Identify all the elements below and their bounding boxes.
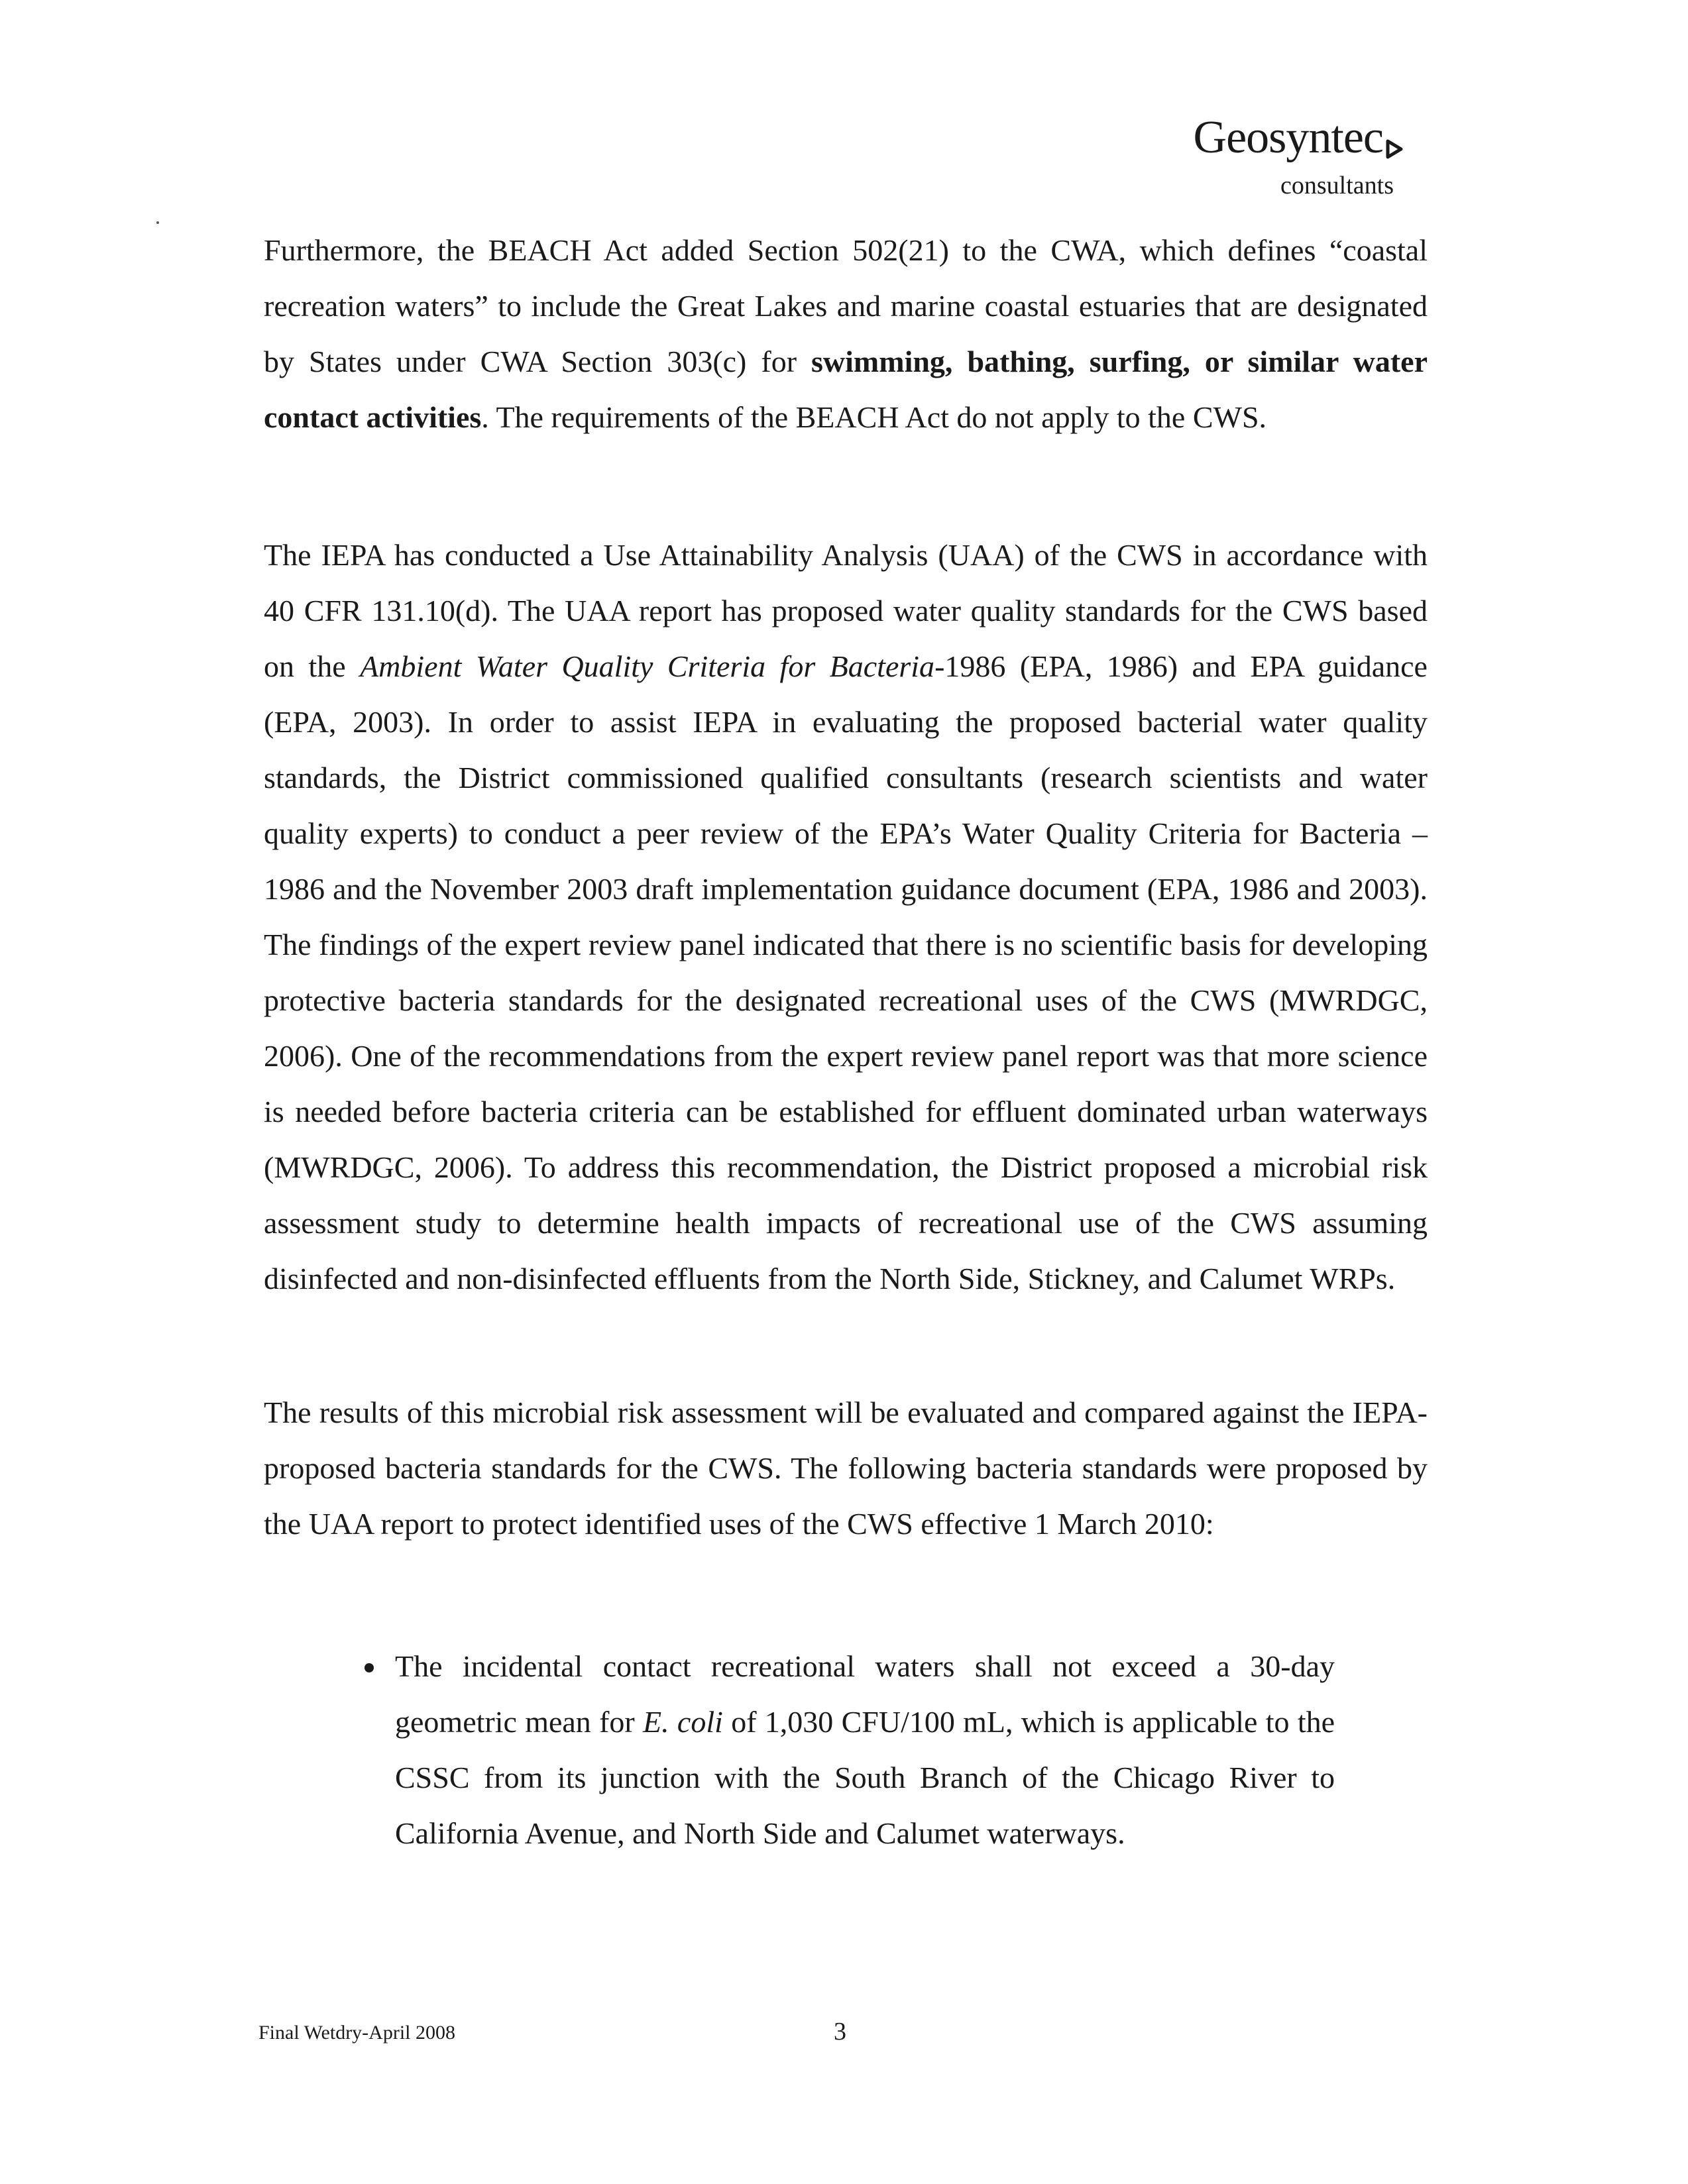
bullet-icon — [365, 1663, 374, 1672]
logo-subtitle: consultants — [1280, 172, 1394, 199]
paragraph-uaa — [264, 527, 1428, 1307]
p2-text-a: The IEPA has conducted a Use Attainability Analysis (UAA) of the CWS in accordance with 40 CFR 131.10(d). The UAA report has proposed water quality standards for the CWS based on the — [264, 538, 1428, 683]
footer-document-label: Final Wetdry-April 2008 — [258, 2022, 455, 2044]
bullet-italic-ecoli: E. coli — [643, 1705, 723, 1739]
paragraph-beach-act — [264, 223, 1428, 445]
logo-name-text: Geosyntec — [1193, 112, 1383, 163]
p2-italic-title: Ambient Water Quality Criteria for Bacteria — [360, 649, 935, 683]
paragraph-risk-assessment: The results of this microbial risk assessment will be evaluated and compared against the IEPA-proposed bacteria standards for the CWS. The following bacteria standards were proposed by the UAA report to protect identified uses of the CWS effective 1 March 2010: — [264, 1395, 1428, 1541]
p1-text-b: . The requirements of the BEACH Act do not apply to the CWS. — [481, 400, 1267, 434]
list-item — [358, 1639, 1335, 1861]
bullet-text-b: of 1,030 CFU/100 mL, which is applicable to the CSSC from its junction with the South Branch of the Chicago River to California Avenue, and North Side and Calumet waterways. — [395, 1705, 1335, 1850]
bullet-text-a: The incidental contact recreational waters shall not exceed a 30-day geometric mean for — [395, 1649, 1335, 1739]
scan-speck — [156, 221, 159, 224]
company-logo — [1194, 111, 1403, 199]
p1-text-a: Furthermore, the BEACH Act added Section 502(21) to the CWA, which defines “coastal recreation waters” to include the Great Lakes and marine coastal estuaries that are designated by States under CWA Section 303(c) for — [264, 233, 1428, 378]
triangle-play-icon — [1386, 118, 1403, 171]
page-number: 3 — [834, 2018, 846, 2046]
standards-list — [358, 1639, 1335, 1861]
p2-text-b: -1986 (EPA, 1986) and EPA guidance (EPA, 2003). In order to assist IEPA in evaluating the proposed bacterial water quality standards, the District commissioned qualified consultants (research scientists and water quality experts) to conduct a peer review of the EPA’s Water Quality Criteria for Bacteria – 1986 and the November 2003 draft implementation guidance document (EPA, 1986 and 2003). The findings of the expert review panel indicated that there is no scientific basis for developing protective bacteria standards for the designated recreational uses of the CWS (MWRDGC, 2006). One of the recommendations from the expert review panel report was that more science is needed before bacteria criteria can be established for effluent dominated urban waterways (MWRDGC, 2006). To address this recommendation, the District proposed a microbial risk assessment study to determine health impacts of recreational use of the CWS assuming disinfected and non-disinfected effluents from the North Side, Stickney, and Calumet WRPs. — [264, 649, 1428, 1295]
logo-wordmark — [1194, 111, 1403, 171]
p1-bold-activities: swimming, bathing, surfing, or similar water contact activities — [264, 345, 1428, 434]
